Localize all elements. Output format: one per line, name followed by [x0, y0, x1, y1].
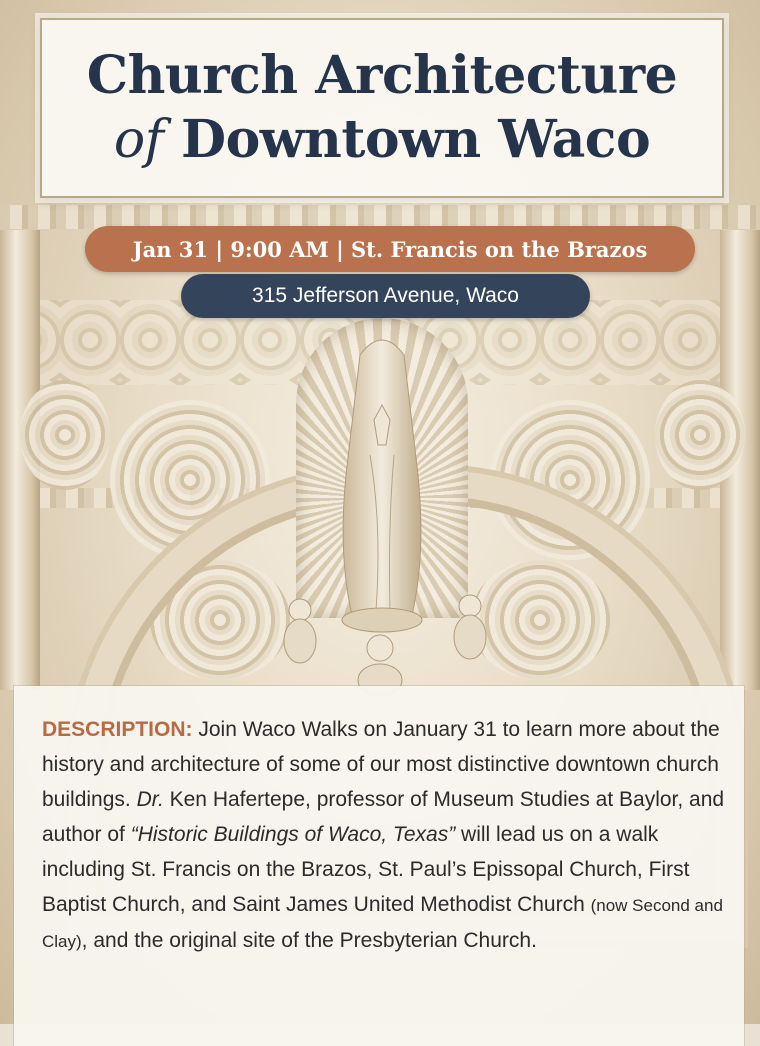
event-datetime-venue-banner — [85, 226, 695, 272]
description-part-3: will lead us on a walk including St. Francis on the Brazos, St. Paul’s Epissopal Church, First Baptist Church, and Saint James United Methodist Church — [42, 823, 690, 916]
description-note: (now Second and Clay) — [42, 896, 723, 951]
event-date: Jan 31 — [132, 236, 209, 262]
madonna-statue-icon — [330, 325, 434, 635]
event-time: 9:00 AM — [230, 236, 329, 262]
description-part-4: , and the original site of the Presbyterian Church. — [81, 929, 537, 952]
title-card — [40, 18, 724, 198]
title-of: of — [113, 110, 164, 170]
description-label: DESCRIPTION: — [42, 718, 193, 741]
far-right-ornament — [655, 380, 745, 490]
event-address-banner — [181, 274, 590, 318]
description-book-title: “Historic Buildings of Waco, Texas” — [130, 823, 456, 846]
event-address: 315 Jefferson Avenue, Waco — [252, 284, 519, 307]
event-venue: St. Francis on the Brazos — [351, 236, 648, 262]
description-text — [42, 712, 732, 959]
left-cherub-icon — [275, 596, 325, 666]
description-part-2: Ken Hafertepe, professor of Museum Studies at Baylor, and author of — [42, 788, 725, 846]
title-downtown-waco: Downtown Waco — [181, 109, 651, 170]
description-part-1: Join Waco Walks on January 31 to learn more about the history and architecture of some of our most distinctive downtown church buildings. — [42, 718, 720, 811]
title-line-1: Church Architecture — [86, 45, 678, 106]
separator-2: | — [336, 236, 344, 262]
right-cherub-icon — [445, 592, 495, 662]
description-dr: Dr. — [136, 788, 164, 811]
description-card — [14, 686, 744, 1046]
title-line-2 — [114, 108, 650, 172]
separator-1: | — [215, 236, 223, 262]
far-left-ornament — [20, 380, 110, 490]
